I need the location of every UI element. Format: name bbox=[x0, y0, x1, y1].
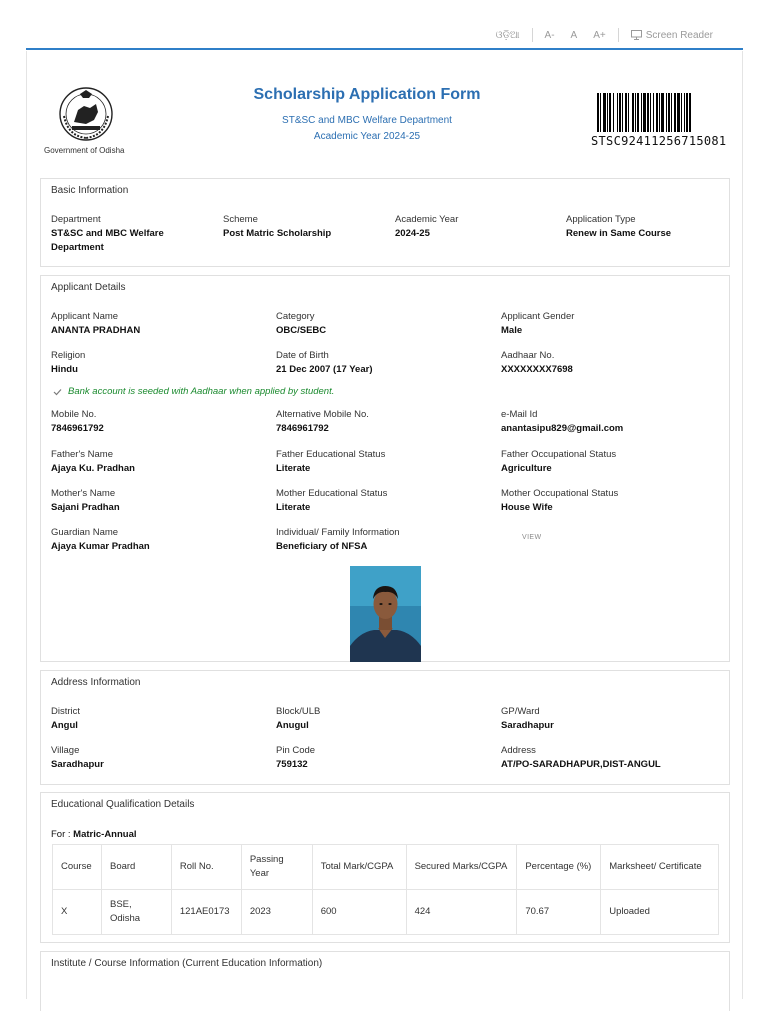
field-value: Post Matric Scholarship bbox=[223, 228, 332, 239]
field-value: Agriculture bbox=[501, 463, 552, 474]
field-value: 7846961792 bbox=[51, 423, 104, 434]
field-department bbox=[51, 213, 211, 255]
table-cell: 600 bbox=[312, 890, 406, 935]
field-value: 7846961792 bbox=[276, 423, 329, 434]
field-label: GP/Ward bbox=[501, 706, 540, 717]
field-value: Beneficiary of NFSA bbox=[276, 541, 368, 552]
check-icon bbox=[53, 388, 62, 396]
field-academic-year bbox=[395, 213, 555, 241]
field-mobile bbox=[51, 408, 261, 436]
field-value: anantasipu829@gmail.com bbox=[501, 423, 624, 434]
government-label: Government of Odisha bbox=[44, 146, 125, 155]
field-applicant-name bbox=[51, 310, 261, 338]
field-label: Block/ULB bbox=[276, 706, 321, 717]
monitor-icon bbox=[631, 30, 642, 40]
exam-type-prefix: For : bbox=[51, 829, 71, 840]
field-label: Scheme bbox=[223, 214, 258, 225]
field-label: Father Occupational Status bbox=[501, 449, 617, 460]
field-scheme bbox=[223, 213, 383, 241]
field-value: ST&SC and MBC Welfare Department bbox=[51, 228, 164, 253]
field-district bbox=[51, 705, 261, 733]
field-value: 2024-25 bbox=[395, 228, 430, 239]
screen-reader-link[interactable] bbox=[623, 30, 713, 41]
education-details-section bbox=[40, 792, 730, 943]
column-header: Marksheet/ Certificate bbox=[601, 845, 719, 890]
field-religion bbox=[51, 349, 261, 377]
field-date-of-birth bbox=[276, 349, 486, 377]
table-cell: X bbox=[53, 890, 102, 935]
field-label: Guardian Name bbox=[51, 527, 119, 538]
field-label: e-Mail Id bbox=[501, 409, 538, 420]
field-value: Saradhapur bbox=[501, 720, 554, 731]
accessibility-bar bbox=[488, 27, 713, 43]
field-gp-ward bbox=[501, 705, 721, 733]
field-label: Village bbox=[51, 745, 80, 756]
field-label: Mobile No. bbox=[51, 409, 97, 420]
field-value: ANANTA PRADHAN bbox=[51, 325, 141, 336]
field-alt-mobile bbox=[276, 408, 486, 436]
field-label: Academic Year bbox=[395, 214, 459, 225]
table-cell: 70.67 bbox=[517, 890, 601, 935]
column-header: Percentage (%) bbox=[517, 845, 601, 890]
field-label: Applicant Gender bbox=[501, 311, 575, 322]
field-value: Ajaya Ku. Pradhan bbox=[51, 463, 135, 474]
institute-information-section bbox=[40, 951, 730, 1011]
field-value: Angul bbox=[51, 720, 78, 731]
field-label: Mother Occupational Status bbox=[501, 488, 619, 499]
section-title: Applicant Details bbox=[51, 282, 126, 293]
field-father-education bbox=[276, 448, 486, 476]
field-label: Father's Name bbox=[51, 449, 114, 460]
field-label: Applicant Name bbox=[51, 311, 119, 322]
aadhaar-seeded-note bbox=[53, 386, 334, 397]
field-label: Address bbox=[501, 745, 536, 756]
divider bbox=[618, 28, 619, 42]
field-label: Category bbox=[276, 311, 315, 322]
field-label: Mother's Name bbox=[51, 488, 116, 499]
field-label: District bbox=[51, 706, 81, 717]
field-value: Renew in Same Course bbox=[566, 228, 672, 239]
field-value: XXXXXXXX7698 bbox=[501, 364, 573, 375]
field-block bbox=[276, 705, 486, 733]
field-value: Sajani Pradhan bbox=[51, 502, 120, 513]
screen-reader-label: Screen Reader bbox=[645, 29, 713, 41]
education-table bbox=[52, 844, 719, 935]
column-header: Secured Marks/CGPA bbox=[406, 845, 517, 890]
field-label: Pin Code bbox=[276, 745, 316, 756]
field-father-name bbox=[51, 448, 261, 476]
field-label: Religion bbox=[51, 350, 86, 361]
field-mother-name bbox=[51, 487, 261, 515]
field-pin-code bbox=[276, 744, 486, 772]
table-cell: BSE, Odisha bbox=[101, 890, 171, 935]
field-value: Saradhapur bbox=[51, 759, 104, 770]
address-information-section bbox=[40, 670, 730, 785]
section-title: Basic Information bbox=[51, 185, 129, 196]
column-header: Roll No. bbox=[171, 845, 241, 890]
field-value: Literate bbox=[276, 502, 311, 513]
exam-type-line bbox=[51, 829, 137, 840]
field-value: Hindu bbox=[51, 364, 78, 375]
table-cell: 2023 bbox=[241, 890, 312, 935]
field-value: AT/PO-SARADHAPUR,DIST-ANGUL bbox=[501, 759, 661, 770]
field-address bbox=[501, 744, 721, 772]
field-aadhaar bbox=[501, 349, 721, 377]
field-label: Alternative Mobile No. bbox=[276, 409, 369, 420]
field-label: Aadhaar No. bbox=[501, 350, 555, 361]
header-rule bbox=[26, 48, 743, 50]
field-value: House Wife bbox=[501, 502, 553, 513]
divider bbox=[532, 28, 533, 42]
field-label: Father Educational Status bbox=[276, 449, 386, 460]
field-label: Department bbox=[51, 214, 101, 225]
department-subtitle: ST&SC and MBC Welfare Department bbox=[282, 115, 452, 126]
field-value: 759132 bbox=[276, 759, 308, 770]
field-village bbox=[51, 744, 261, 772]
field-value: 21 Dec 2007 (17 Year) bbox=[276, 364, 373, 375]
table-cell: 424 bbox=[406, 890, 517, 935]
field-value: Ajaya Kumar Pradhan bbox=[51, 541, 150, 552]
field-family-information bbox=[276, 526, 486, 554]
column-header: Course bbox=[53, 845, 102, 890]
field-father-occupation bbox=[501, 448, 721, 476]
field-label: Date of Birth bbox=[276, 350, 329, 361]
seeded-note-text: Bank account is seeded with Aadhaar when applied by student. bbox=[68, 386, 335, 397]
field-label: Application Type bbox=[566, 214, 636, 225]
section-title: Address Information bbox=[51, 677, 141, 688]
font-increase-button[interactable]: A+ bbox=[593, 29, 606, 41]
field-value: Male bbox=[501, 325, 523, 336]
column-header: Total Mark/CGPA bbox=[312, 845, 406, 890]
field-email bbox=[501, 408, 721, 436]
field-label: Individual/ Family Information bbox=[276, 527, 400, 538]
field-label: Mother Educational Status bbox=[276, 488, 388, 499]
field-guardian-name bbox=[51, 526, 261, 554]
exam-type-value: Matric-Annual bbox=[73, 829, 137, 840]
column-header: Board bbox=[101, 845, 171, 890]
view-link[interactable]: VIEW bbox=[522, 534, 542, 541]
field-gender bbox=[501, 310, 721, 338]
applicant-photo bbox=[350, 566, 421, 662]
application-number: STSC92411256715081 bbox=[591, 134, 727, 148]
column-header: Passing Year bbox=[241, 845, 312, 890]
table-cell: Uploaded bbox=[601, 890, 719, 935]
academic-year-subtitle: Academic Year 2024-25 bbox=[313, 131, 421, 142]
basic-information-section bbox=[40, 178, 730, 267]
field-value: Anugul bbox=[276, 720, 309, 731]
field-application-type bbox=[566, 213, 726, 241]
font-normal-button[interactable]: A bbox=[570, 29, 578, 41]
language-toggle[interactable]: ଓଡ଼ିଆ bbox=[495, 29, 520, 41]
applicant-details-section bbox=[40, 275, 730, 662]
table-header-row bbox=[53, 845, 719, 890]
field-category bbox=[276, 310, 486, 338]
table-cell: 121AE0173 bbox=[171, 890, 241, 935]
font-decrease-button[interactable]: A- bbox=[544, 29, 555, 41]
field-mother-occupation bbox=[501, 487, 721, 515]
page-title: Scholarship Application Form bbox=[253, 86, 481, 103]
field-mother-education bbox=[276, 487, 486, 515]
table-row bbox=[53, 890, 719, 935]
field-value: OBC/SEBC bbox=[276, 325, 327, 336]
section-title: Institute / Course Information (Current Education Information) bbox=[51, 958, 323, 969]
field-value: Literate bbox=[276, 463, 311, 474]
section-title: Educational Qualification Details bbox=[51, 799, 195, 810]
barcode-image bbox=[597, 93, 732, 132]
